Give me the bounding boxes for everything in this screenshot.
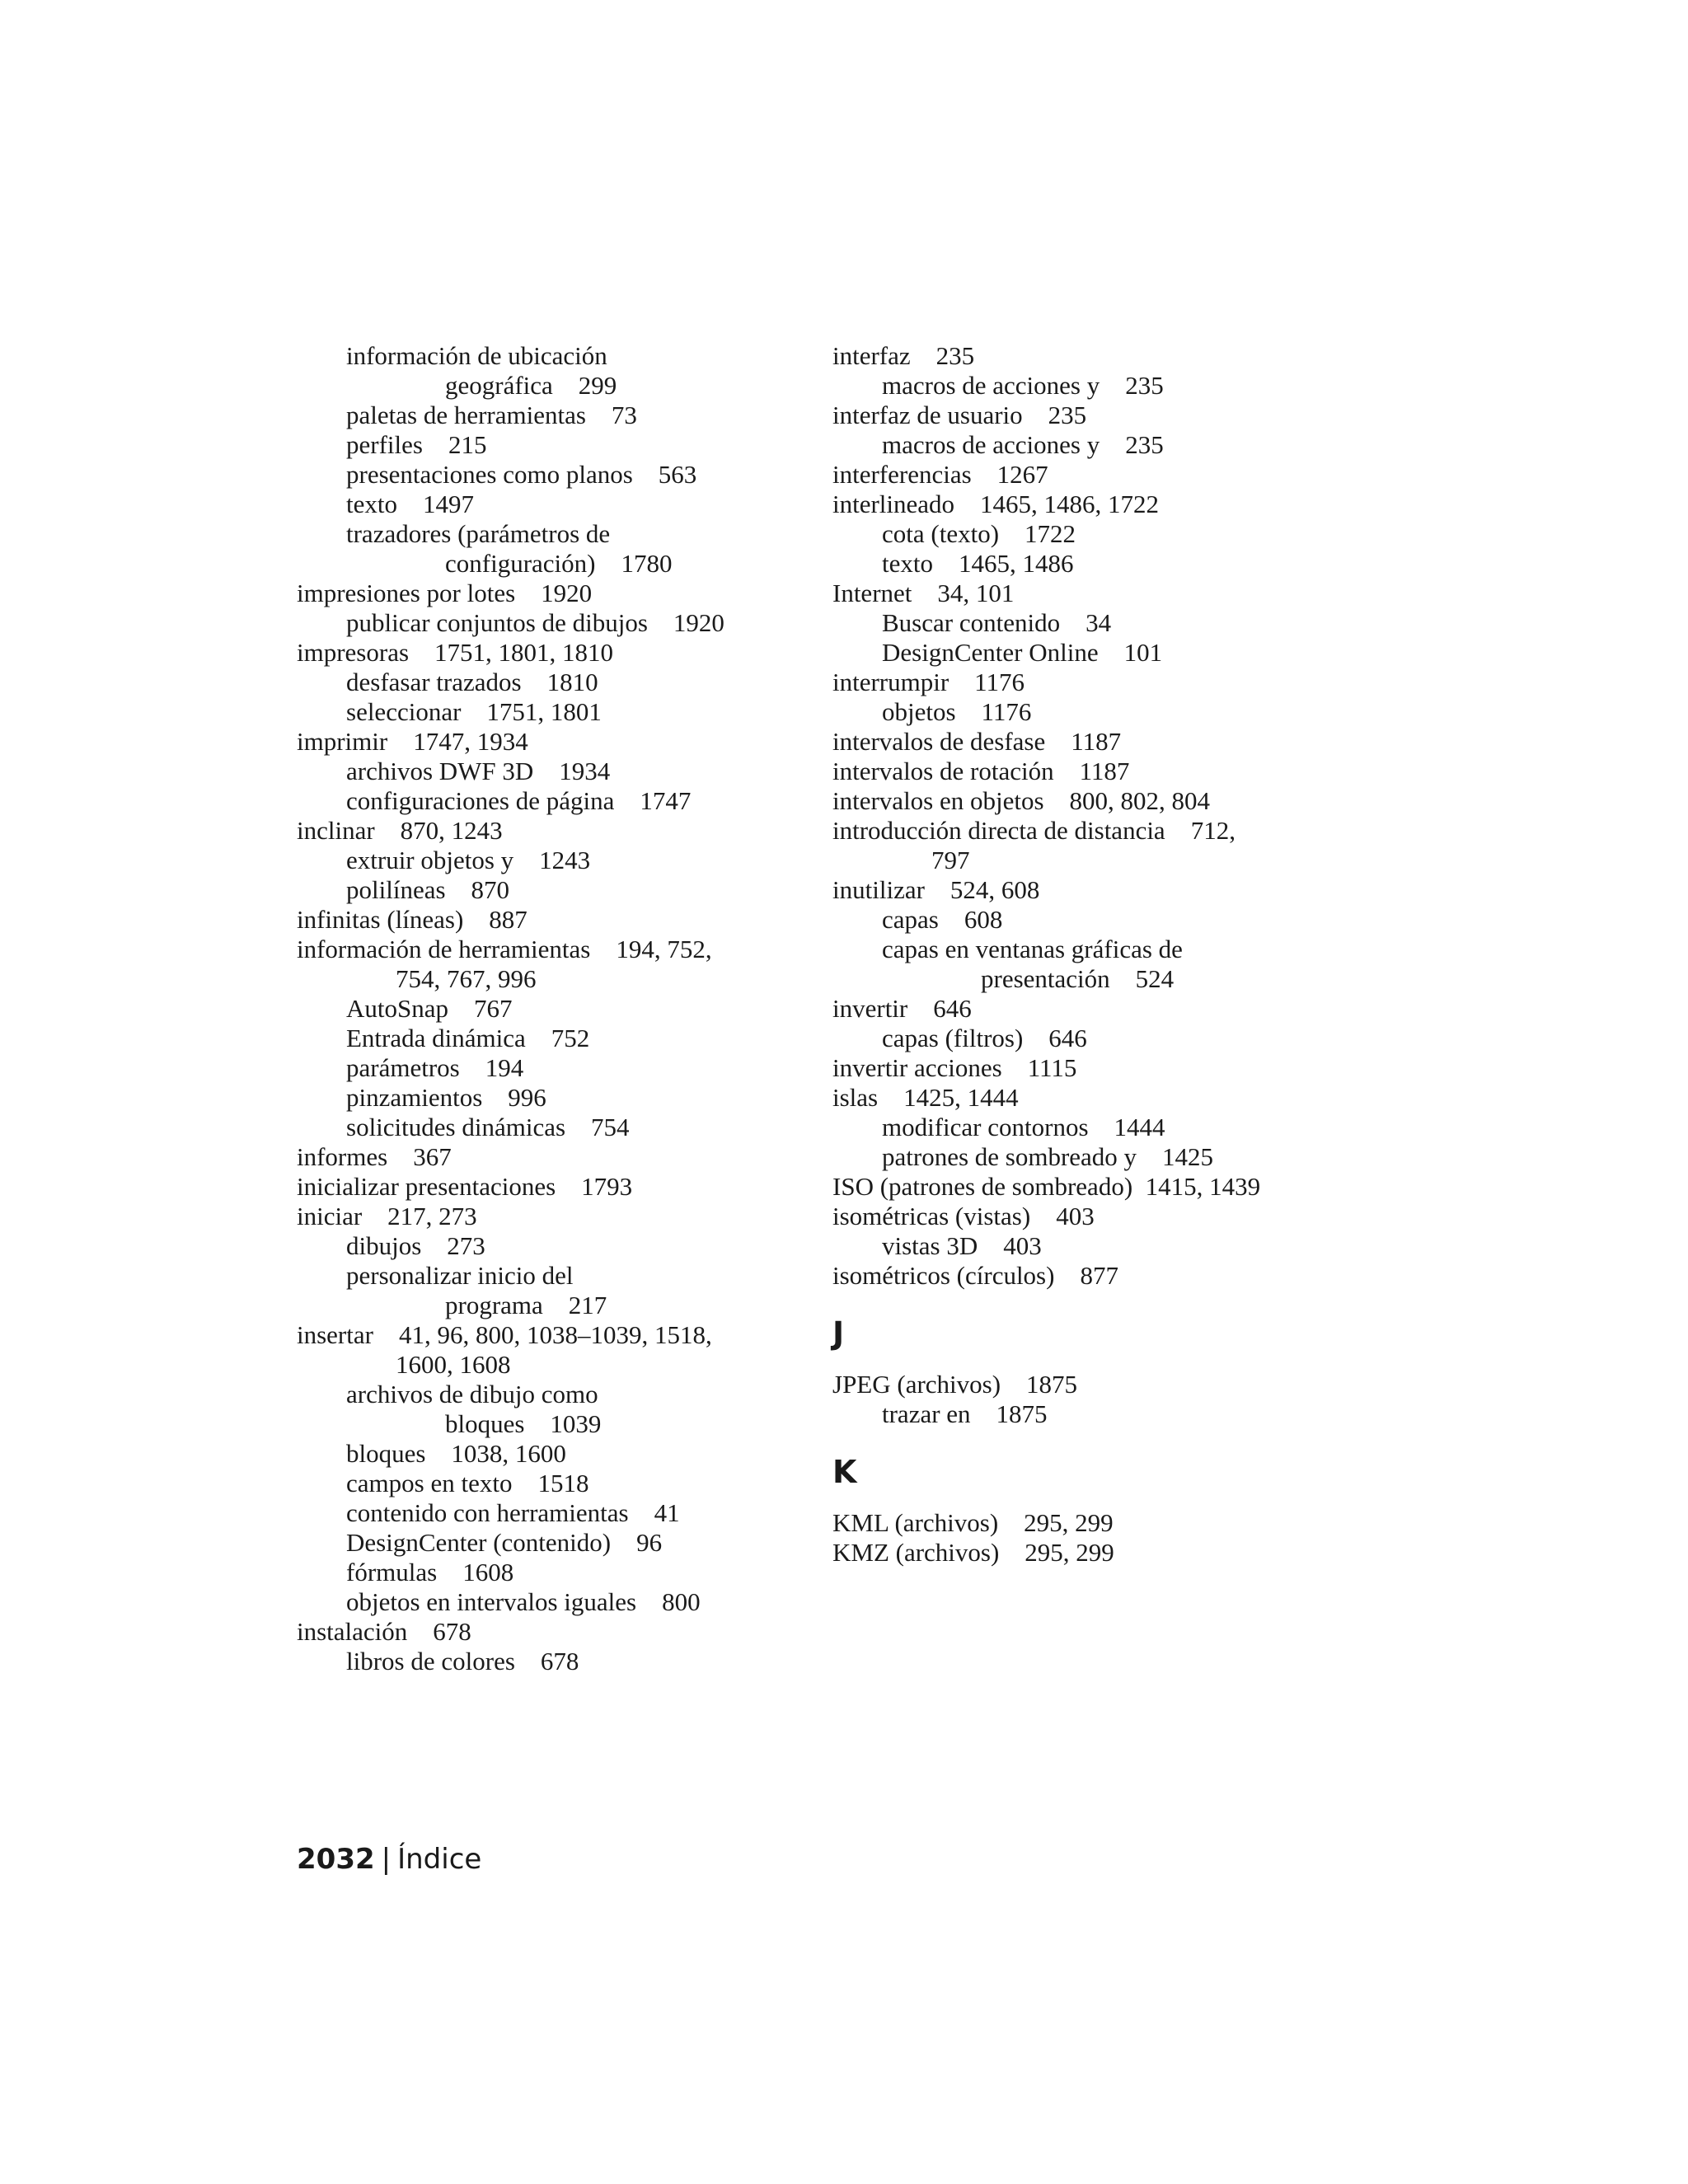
index-entry: interfaz 235 [832,341,975,370]
index-subentry: modificar contornos 1444 [882,1113,1165,1141]
index-subentry: capas 608 [882,905,1003,934]
index-subentry: DesignCenter Online 101 [882,638,1163,667]
index-subentry: cota (texto) 1722 [882,519,1076,548]
index-entry: inutilizar 524, 608 [832,875,1040,904]
index-subentry: Entrada dinámica 752 [346,1024,590,1052]
index-entry: intervalos de rotación 1187 [832,757,1130,785]
index-entry: interfaz de usuario 235 [832,401,1087,429]
index-entry: iniciar 217, 273 [297,1202,477,1230]
index-entry: información de herramientas 194, 752, [297,935,712,963]
section-letter-heading: K [832,1454,857,1490]
index-entry: KMZ (archivos) 295, 299 [832,1538,1114,1567]
index-entry: isométricas (vistas) 403 [832,1202,1095,1230]
index-entry: imprimir 1747, 1934 [297,727,528,756]
index-entry-continuation: presentación 524 [981,964,1175,993]
index-subentry: DesignCenter (contenido) 96 [346,1528,663,1557]
index-subentry: contenido con herramientas 41 [346,1498,680,1527]
index-entry: introducción directa de distancia 712, [832,816,1236,845]
index-subentry: paletas de herramientas 73 [346,401,637,429]
index-entry: interrumpir 1176 [832,668,1025,696]
index-column-left [297,341,808,1676]
index-entry-continuation: geográfica 299 [445,371,617,400]
index-subentry: seleccionar 1751, 1801 [346,697,602,726]
index-subentry: AutoSnap 767 [346,994,513,1023]
index-subentry: objetos en intervalos iguales 800 [346,1587,701,1616]
index-entry: invertir acciones 1115 [832,1053,1077,1082]
index-subentry: desfasar trazados 1810 [346,668,598,696]
index-subentry: publicar conjuntos de dibujos 1920 [346,608,724,637]
index-entry: impresoras 1751, 1801, 1810 [297,638,614,667]
index-entry: ISO (patrones de sombreado) 1415, 1439 [832,1172,1261,1201]
index-subentry: perfiles 215 [346,430,487,459]
index-subentry: bloques 1038, 1600 [346,1439,566,1468]
index-entry: JPEG (archivos) 1875 [832,1370,1078,1399]
index-entry: Internet 34, 101 [832,579,1015,607]
index-entry: infinitas (líneas) 887 [297,905,528,934]
index-entry: intervalos de desfase 1187 [832,727,1122,756]
page-number: 2032 [297,1843,375,1876]
index-subentry: macros de acciones y 235 [882,430,1164,459]
index-column-right [832,341,1343,1568]
footer-separator: | [381,1843,392,1876]
index-subentry: patrones de sombreado y 1425 [882,1142,1214,1171]
index-entry: impresiones por lotes 1920 [297,579,593,607]
section-title: Índice [397,1843,482,1876]
index-subentry: pinzamientos 996 [346,1083,546,1112]
index-entry: interferencias 1267 [832,460,1048,489]
index-subentry: capas (filtros) 646 [882,1024,1087,1052]
index-entry: isométricos (círculos) 877 [832,1261,1118,1290]
index-entry-continuation: 1600, 1608 [396,1350,511,1379]
index-subentry: campos en texto 1518 [346,1469,589,1497]
index-subentry: archivos de dibujo como [346,1380,598,1408]
index-entry: inclinar 870, 1243 [297,816,503,845]
index-subentry: libros de colores 678 [346,1647,579,1675]
index-subentry: presentaciones como planos 563 [346,460,697,489]
index-entry: KML (archivos) 295, 299 [832,1508,1114,1537]
index-subentry: parámetros 194 [346,1053,524,1082]
index-subentry: dibujos 273 [346,1231,485,1260]
index-subentry: texto 1465, 1486 [882,549,1074,578]
index-entry: islas 1425, 1444 [832,1083,1019,1112]
page-footer [297,1843,481,1876]
index-subentry: personalizar inicio del [346,1261,574,1290]
index-subentry: vistas 3D 403 [882,1231,1042,1260]
index-entry: instalación 678 [297,1617,471,1646]
index-entry: inicializar presentaciones 1793 [297,1172,633,1201]
section-letter-heading: J [832,1315,845,1352]
index-subentry: macros de acciones y 235 [882,371,1164,400]
index-entry-continuation: bloques 1039 [445,1409,602,1438]
index-subentry: objetos 1176 [882,697,1032,726]
index-entry: informes 367 [297,1142,452,1171]
index-subentry: fórmulas 1608 [346,1558,514,1586]
index-entry: interlineado 1465, 1486, 1722 [832,490,1160,518]
index-subentry: configuraciones de página 1747 [346,786,692,815]
index-subentry: extruir objetos y 1243 [346,846,591,874]
index-subentry: polilíneas 870 [346,875,510,904]
index-entry-continuation: 797 [931,846,970,874]
index-entry: intervalos en objetos 800, 802, 804 [832,786,1211,815]
index-subentry: Buscar contenido 34 [882,608,1112,637]
index-subentry: capas en ventanas gráficas de [882,935,1183,963]
index-subentry: solicitudes dinámicas 754 [346,1113,630,1141]
index-entry-continuation: programa 217 [445,1291,607,1319]
index-subentry: archivos DWF 3D 1934 [346,757,611,785]
index-subentry: texto 1497 [346,490,474,518]
index-subentry: trazar en 1875 [882,1399,1048,1428]
index-subentry: información de ubicación [346,341,607,370]
index-entry-continuation: 754, 767, 996 [396,964,537,993]
index-subentry: trazadores (parámetros de [346,519,611,548]
index-entry: invertir 646 [832,994,972,1023]
index-entry-continuation: configuración) 1780 [445,549,673,578]
index-entry: insertar 41, 96, 800, 1038–1039, 1518, [297,1320,712,1349]
